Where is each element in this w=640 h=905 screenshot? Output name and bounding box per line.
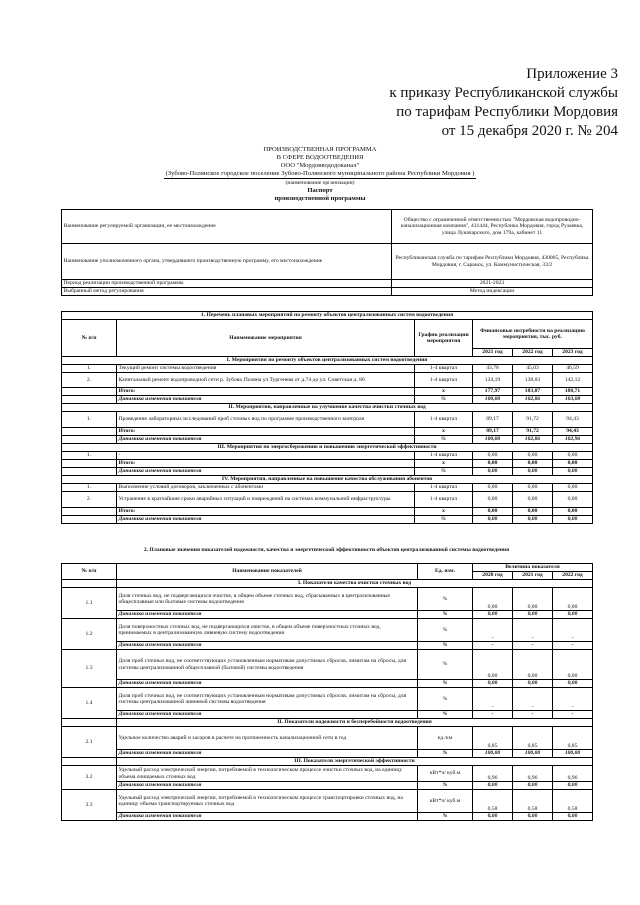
passport-value: Общество с ограниченной ответственностью "Мордовская водопроводно-канализационная компания", 431444, Республика Мордовия, город Рузаевка, улица Луначарского, дом 179а, кабинет 11 — [392, 210, 593, 244]
unit-cell: % — [418, 688, 473, 711]
section-title: III. Показатели энергетической эффективности — [117, 758, 593, 766]
row-number: 3.2 — [62, 766, 117, 790]
table-row — [62, 484, 593, 492]
unit-cell: % — [415, 396, 473, 404]
unit-cell: х — [415, 388, 473, 396]
row-number: 1. — [62, 484, 117, 492]
value-cell: 100,00 — [473, 750, 513, 758]
value-cell: 134,19 — [473, 373, 513, 388]
value-cell: 102,86 — [513, 436, 553, 444]
value-cell: - — [553, 688, 593, 711]
row-number: 2.1 — [62, 727, 117, 758]
value-cell: 0,00 — [553, 650, 593, 680]
value-cell: 0,00 — [553, 813, 593, 821]
table-row — [62, 365, 593, 373]
dynamics-row — [62, 782, 593, 790]
table-row — [62, 373, 593, 388]
value-cell: 0,00 — [473, 452, 513, 460]
value-cell: 0,00 — [513, 460, 553, 468]
unit-cell: ед./км — [418, 727, 473, 750]
measure-name: Устранение в кратчайшие сроки аварийных ситуаций и повреждений на системах коммунальной инфраструктуры — [117, 492, 415, 508]
value-cell: 0,00 — [473, 492, 513, 508]
value-cell: 0,85 — [553, 727, 593, 750]
value-cell: 0,00 — [473, 460, 513, 468]
table-row — [62, 619, 593, 642]
table-row — [62, 444, 593, 452]
year-header: 2022 год — [513, 349, 553, 357]
dynamics-label: Динамика изменения показателя — [117, 516, 415, 524]
dynamics-label: Динамика изменения показателя — [117, 813, 418, 821]
unit-cell: % — [418, 611, 473, 619]
table-row — [62, 758, 593, 766]
passport-label: Наименование уполномоченного органа, утвердившего производственную программу, его местонахождение — [62, 244, 392, 280]
table-row — [62, 288, 593, 296]
value-cell: - — [513, 642, 553, 650]
value-cell: 0,00 — [553, 611, 593, 619]
dynamics-label: Динамика изменения показателя — [117, 750, 418, 758]
section-title: I. Показатели качества очистки сточных вод — [117, 580, 593, 588]
value-cell: 177,97 — [473, 388, 513, 396]
unit-cell: % — [418, 650, 473, 680]
table-row — [62, 688, 593, 711]
value-cell: 0,00 — [553, 492, 593, 508]
program-title: ПРОИЗВОДСТВЕННАЯ ПРОГРАММА — [263, 146, 377, 153]
value-cell: 0,00 — [473, 516, 513, 524]
section-title: III. Мероприятия по энергосбережению и повышению энергетической эффективности — [62, 444, 593, 452]
passport-value: Республиканская служба по тарифам Республики Мордовия, 430005, Республика Мордовия, г. Саранск, ул. Коммунистическая, 33/2 — [392, 244, 593, 280]
row-number: 1. — [62, 412, 117, 428]
unit-cell: % — [418, 750, 473, 758]
value-cell: 0,00 — [553, 588, 593, 611]
dynamics-label: Динамика изменения показателя — [117, 642, 418, 650]
unit-cell: % — [415, 516, 473, 524]
value-cell: 0,00 — [473, 468, 513, 476]
dynamics-label: Динамика изменения показателя — [117, 782, 418, 790]
unit-cell: % — [418, 813, 473, 821]
row-number: 1. — [62, 365, 117, 373]
table-row — [62, 452, 593, 460]
value-cell: 0,00 — [553, 680, 593, 688]
value-cell: 0,96 — [473, 766, 513, 782]
table-row — [62, 476, 593, 484]
organization-name: ООО "Мордоввододоканал" — [280, 162, 360, 169]
dynamics-label: Динамика изменения показателя — [117, 436, 415, 444]
value-cell: 188,71 — [553, 388, 593, 396]
measure-name: Выполнение условий договоров, заключенных с абонентами — [117, 484, 415, 492]
unit-cell: % — [418, 711, 473, 719]
measure-name: Текущий ремонт системы водоотведения — [117, 365, 415, 373]
appendix-title: Приложение 3 — [526, 66, 618, 82]
schedule: 1-4 квартал — [415, 412, 473, 428]
passport-label: Наименование регулируемой организации, ее местонахождение — [62, 210, 392, 244]
table-row — [62, 580, 593, 588]
table-row — [62, 650, 593, 680]
measure-name: Проведение лабораторных исследований проб сточных вод по программе производственного контроля — [117, 412, 415, 428]
value-cell: 142,12 — [553, 373, 593, 388]
value-cell: 0,00 — [553, 484, 593, 492]
value-cell: - — [473, 619, 513, 642]
dynamics-row — [62, 813, 593, 821]
schedule: 1-4 квартал — [415, 484, 473, 492]
value-cell: 0,00 — [513, 452, 553, 460]
value-cell: 45,03 — [513, 365, 553, 373]
dynamics-label: Динамика изменения показателя — [117, 468, 415, 476]
value-cell: - — [553, 642, 593, 650]
schedule: 1-4 квартал — [415, 373, 473, 388]
table-row — [62, 210, 593, 244]
value-cell: 0,00 — [473, 611, 513, 619]
unit-cell: % — [418, 588, 473, 611]
column-header: Величина показателя — [473, 564, 593, 572]
appendix-line: к приказу Республиканской службы — [389, 85, 618, 101]
program-header — [0, 146, 640, 203]
column-header: График реализации мероприятия — [415, 320, 473, 357]
value-cell: 0,58 — [513, 790, 553, 813]
unit-cell: кВт*ч/ куб.м — [418, 766, 473, 782]
value-cell: 0,58 — [553, 790, 593, 813]
table-row — [62, 357, 593, 365]
dynamics-row — [62, 642, 593, 650]
value-cell: 0,96 — [553, 766, 593, 782]
value-cell: 100,00 — [473, 436, 513, 444]
organization-caption: (наименование организации) — [285, 180, 355, 186]
program-subtitle: В СФЕРЕ ВОДООТВЕДЕНИЯ — [276, 154, 364, 161]
value-cell: 0,00 — [513, 813, 553, 821]
table-row — [62, 719, 593, 727]
total-row — [62, 428, 593, 436]
row-number: 1. — [62, 452, 117, 460]
table-row — [62, 412, 593, 428]
schedule: 1-4 квартал — [415, 452, 473, 460]
dynamics-row — [62, 468, 593, 476]
row-number: 2. — [62, 373, 117, 388]
value-cell: 0,00 — [513, 680, 553, 688]
value-cell: 0,00 — [553, 452, 593, 460]
value-cell: 0,00 — [473, 782, 513, 790]
year-header: 2021 год — [473, 349, 513, 357]
table-row — [62, 727, 593, 750]
unit-cell: % — [415, 468, 473, 476]
year-header: 2022 год — [553, 572, 593, 580]
value-cell: - — [513, 619, 553, 642]
dynamics-label: Динамика изменения показателя — [117, 396, 415, 404]
value-cell: 0,00 — [473, 680, 513, 688]
value-cell: 0,00 — [513, 484, 553, 492]
indicator-name: Удельный расход электрической энергии, потребляемой в технологическом процессе транспортировки сточных вод, на единицу объема транспортируемых сточных вод — [117, 790, 418, 813]
table-row — [62, 766, 593, 782]
value-cell: 103,08 — [553, 396, 593, 404]
value-cell: 100,00 — [513, 750, 553, 758]
year-header: 2020 год — [473, 572, 513, 580]
schedule: 1-4 квартал — [415, 492, 473, 508]
value-cell: 0,85 — [513, 727, 553, 750]
value-cell: 0,00 — [473, 508, 513, 516]
value-cell: 102,86 — [513, 396, 553, 404]
value-cell: 100,00 — [473, 396, 513, 404]
value-cell: 46,59 — [553, 365, 593, 373]
total-label: Итого: — [117, 460, 415, 468]
section-title: II. Показатели надежности и бесперебойности водоотведения — [117, 719, 593, 727]
value-cell: 0,00 — [473, 650, 513, 680]
table-row — [62, 320, 593, 349]
value-cell: 0,00 — [473, 813, 513, 821]
value-cell: 89,17 — [473, 412, 513, 428]
value-cell: 0,00 — [513, 516, 553, 524]
total-row — [62, 388, 593, 396]
unit-cell: х — [415, 460, 473, 468]
value-cell: 0,00 — [553, 468, 593, 476]
row-number: 1.3 — [62, 650, 117, 688]
value-cell: 0,00 — [513, 611, 553, 619]
value-cell: 0,00 — [513, 782, 553, 790]
value-cell: - — [473, 711, 513, 719]
unit-cell: % — [418, 642, 473, 650]
section-title: II. Мероприятия, направленные на улучшение качества очистки сточных вод — [62, 404, 593, 412]
unit-cell: % — [418, 619, 473, 642]
column-header: № п/п — [62, 564, 117, 580]
measure-name: Капитальный ремонт водопроводной сети р. Зубово Поляна ул Тургенева от д.74 до ул. Советская д. 80 — [117, 373, 415, 388]
value-cell: 0,85 — [473, 727, 513, 750]
passport-subtitle: производственной программы — [274, 195, 366, 202]
value-cell: - — [553, 711, 593, 719]
value-cell: 0,00 — [553, 516, 593, 524]
appendix-line: по тарифам Республики Мордовия — [396, 104, 618, 120]
value-cell: 91,72 — [513, 428, 553, 436]
passport-label: Выбранный метод регулирования — [62, 288, 392, 296]
indicator-name: Доля сточных вод, не подвергающихся очистке, в общем объеме сточных вод, сбрасываемых в централизованные общесплавные или бытовые системы водоотведения — [117, 588, 418, 611]
table-row — [62, 280, 593, 288]
area-name: (Зубово-Полянское городское поселение Зубово-Полянского муниципального района Республики Мордовия ) — [165, 170, 475, 177]
value-cell: 91,72 — [513, 412, 553, 428]
value-cell: 0,96 — [513, 766, 553, 782]
value-cell: 0,00 — [553, 508, 593, 516]
year-header: 2021 год — [513, 572, 553, 580]
value-cell: - — [473, 642, 513, 650]
indicator-name: Доля проб сточных вод, не соответствующих установленным нормативам допустимых сбросов, лимитам на сбросы, для системы централизованной общесплавной (бытовой) системы водоотведения — [117, 650, 418, 680]
measures-table — [61, 311, 593, 524]
table-row — [62, 244, 593, 280]
dynamics-row — [62, 750, 593, 758]
indicator-name: Доля проб сточных вод, не соответствующих установленным нормативам допустимых сбросов, лимитам на сбросы, для системы централизованной ливневой системы водоотведения — [117, 688, 418, 711]
indicator-name: Доля поверхностных сточных вод, не подвергающихся очистке, в общем объеме поверхностных сточных вод, принимаемых в централизованную ливневую систему водоотведения — [117, 619, 418, 642]
measure-name: - — [117, 452, 415, 460]
table-row — [62, 492, 593, 508]
value-cell: 94,43 — [553, 412, 593, 428]
indicator-name: Удельное количество аварий и засоров в расчете на протяженность канализационной сети в год — [117, 727, 418, 750]
dynamics-row — [62, 711, 593, 719]
value-cell: 43,78 — [473, 365, 513, 373]
passport-value: 2021-2023 — [392, 280, 593, 288]
passport-table — [61, 209, 593, 296]
row-number: 1.2 — [62, 619, 117, 650]
value-cell: - — [513, 711, 553, 719]
total-label: Итого: — [117, 508, 415, 516]
value-cell: 0,00 — [513, 588, 553, 611]
section-title: 1. Перечень плановых мероприятий по ремонту объектов централизованных систем водоотведения — [62, 312, 593, 320]
value-cell: 0,00 — [513, 492, 553, 508]
dynamics-label: Динамика изменения показателя — [117, 611, 418, 619]
dynamics-row — [62, 436, 593, 444]
column-header: Ед. изм. — [418, 564, 473, 580]
row-number: 2. — [62, 492, 117, 508]
table-row — [62, 564, 593, 572]
unit-cell: х — [415, 508, 473, 516]
row-number: 1.4 — [62, 688, 117, 719]
value-cell: 89,17 — [473, 428, 513, 436]
value-cell: 94,43 — [553, 428, 593, 436]
column-header: Наименование показателей — [117, 564, 418, 580]
indicator-name: Удельный расход электрической энергии, потребляемой в технологическом процессе очистки сточных вод, на единицу объема очищаемых сточных вод — [117, 766, 418, 782]
value-cell: 0,00 — [473, 588, 513, 611]
unit-cell: % — [418, 680, 473, 688]
year-header: 2023 год — [553, 349, 593, 357]
table-row — [62, 790, 593, 813]
dynamics-row — [62, 396, 593, 404]
unit-cell: х — [415, 428, 473, 436]
value-cell: 102,96 — [553, 436, 593, 444]
value-cell: - — [513, 688, 553, 711]
indicators-table — [61, 563, 593, 821]
value-cell: - — [553, 619, 593, 642]
value-cell: 0,00 — [553, 460, 593, 468]
value-cell: 100,00 — [553, 750, 593, 758]
value-cell: 0,00 — [473, 484, 513, 492]
value-cell: 0,58 — [473, 790, 513, 813]
value-cell: 0,00 — [513, 468, 553, 476]
total-label: Итого: — [117, 388, 415, 396]
dynamics-row — [62, 611, 593, 619]
section-title: I. Мероприятия по ремонту объектов централизованных систем водоотведения — [62, 357, 593, 365]
passport-value: Метод индексации — [392, 288, 593, 296]
column-header: № п/п — [62, 320, 117, 357]
indicators-caption: 2. Плановые значения показателей надежности, качества и энергетической эффективности объектов централизованной системы водоотведения — [143, 547, 510, 553]
appendix-block — [389, 65, 618, 141]
passport-title: Паспорт — [307, 187, 333, 194]
value-cell: 183,07 — [513, 388, 553, 396]
total-row — [62, 508, 593, 516]
total-row — [62, 460, 593, 468]
value-cell: - — [473, 688, 513, 711]
schedule: 1-4 квартал — [415, 365, 473, 373]
dynamics-row — [62, 516, 593, 524]
column-header: Финансовые потребности на реализацию мероприятия, тыс. руб. — [473, 320, 593, 349]
value-cell: 138,03 — [513, 373, 553, 388]
dynamics-row — [62, 680, 593, 688]
dynamics-label: Динамика изменения показателя — [117, 711, 418, 719]
table-row — [62, 588, 593, 611]
value-cell: 0,00 — [553, 782, 593, 790]
appendix-date: от 15 декабря 2020 г. № 204 — [441, 123, 618, 139]
unit-cell: кВт*ч/ куб.м — [418, 790, 473, 813]
passport-label: Период реализации производственной программы — [62, 280, 392, 288]
row-number: 3.3 — [62, 790, 117, 821]
value-cell: 0,00 — [513, 508, 553, 516]
section-title: IV. Мероприятия, направленные на повышение качества обслуживания абонентов — [62, 476, 593, 484]
row-number: 1.1 — [62, 588, 117, 619]
value-cell: 0,00 — [513, 650, 553, 680]
table-row — [62, 312, 593, 320]
column-header: Наименование мероприятия — [117, 320, 415, 357]
dynamics-label: Динамика изменения показателя — [117, 680, 418, 688]
table-row — [62, 404, 593, 412]
unit-cell: % — [418, 782, 473, 790]
total-label: Итого: — [117, 428, 415, 436]
unit-cell: % — [415, 436, 473, 444]
